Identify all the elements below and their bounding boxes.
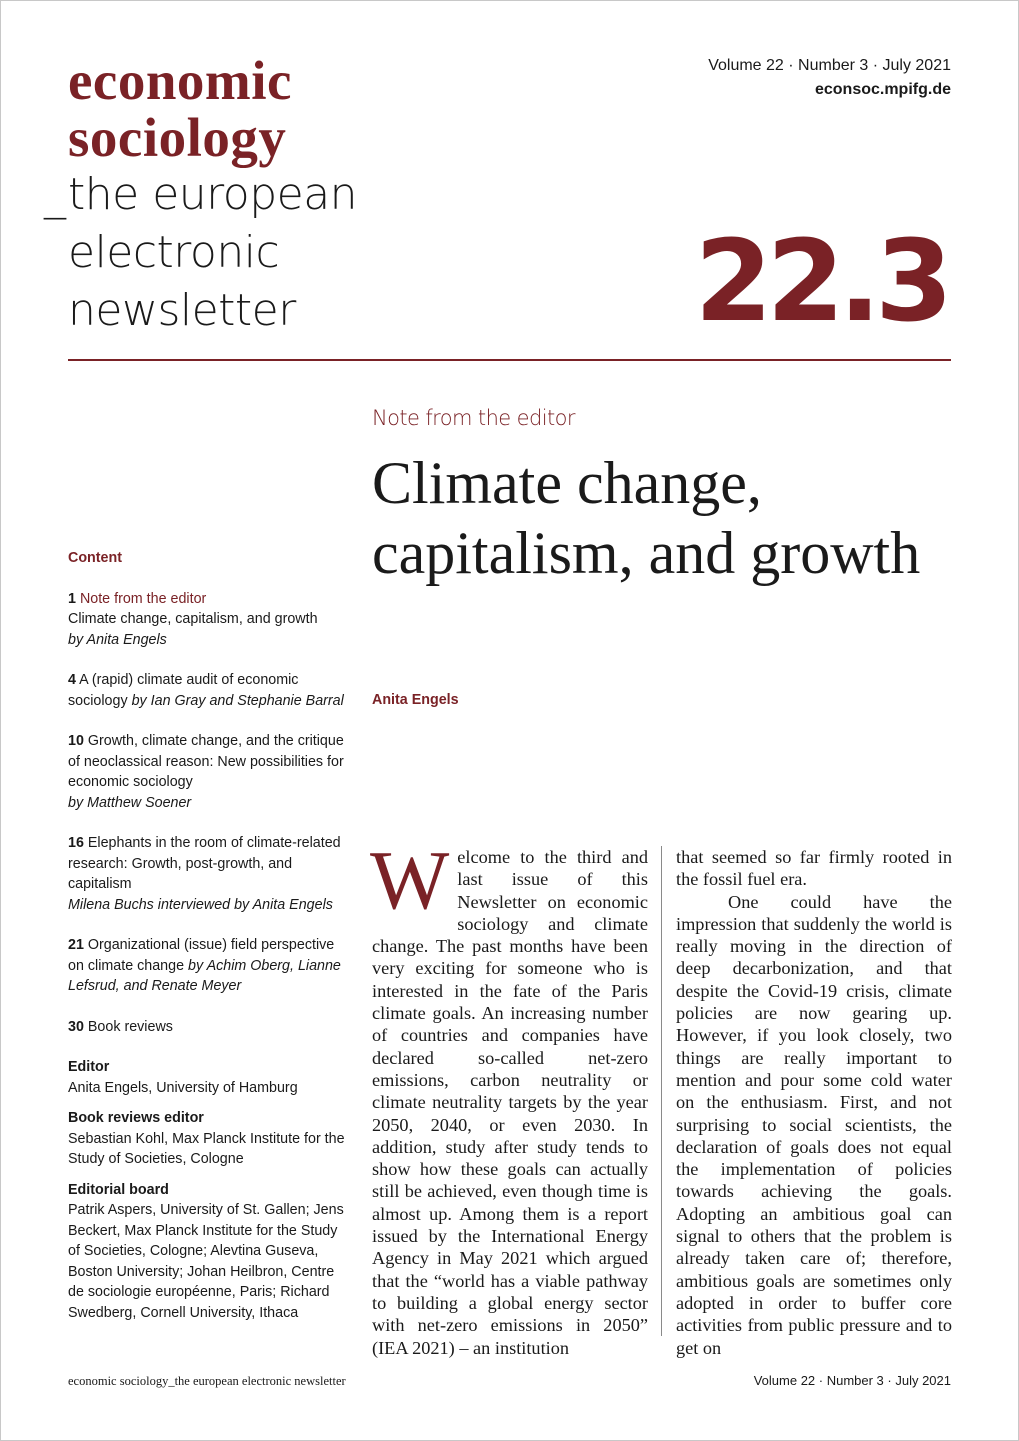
toc-title: Growth, climate change, and the critique of neoclassical reason: New possibilities for economic sociology — [68, 733, 344, 790]
column-divider — [661, 846, 662, 1336]
toc-byline: by Ian Gray and Stephanie Barral — [131, 692, 344, 709]
masthead — [44, 50, 358, 340]
toc-item[interactable] — [68, 731, 348, 813]
footer-issue-info: Volume 22 · Number 3 · July 2021 — [753, 1373, 951, 1388]
staff-value: Anita Engels, University of Hamburg — [68, 1079, 298, 1096]
toc-title: Book reviews — [87, 1018, 173, 1035]
staff-label: Editor — [68, 1059, 110, 1075]
toc-page-number: 1 — [68, 590, 76, 607]
sidebar — [68, 548, 348, 1333]
subtitle-underscore: _ — [44, 169, 66, 220]
issue-number: 22.3 — [694, 217, 947, 347]
staff-value: Sebastian Kohl, Max Planck Institute for the Study of Societies, Cologne — [68, 1130, 345, 1167]
toc-byline: by Achim Oberg, Lianne Lefsrud, and Renate Meyer — [68, 957, 341, 994]
toc-page-number: 4 — [68, 672, 76, 688]
contents-heading: Content — [68, 550, 122, 566]
toc-item[interactable] — [68, 935, 348, 997]
toc-page-number: 21 — [68, 937, 84, 953]
toc-item[interactable] — [68, 833, 348, 915]
staff-editor — [68, 1057, 348, 1098]
body-paragraph: that seemed so far firmly rooted in the fossil fuel era. — [676, 847, 952, 890]
toc-byline: by Anita Engels — [68, 631, 167, 648]
website-link[interactable]: econsoc.mpifg.de — [814, 81, 951, 98]
toc-byline: Milena Buchs interviewed by Anita Engels — [68, 896, 333, 913]
toc-page-number: 10 — [68, 733, 84, 749]
toc-item[interactable] — [68, 589, 348, 651]
header-divider — [68, 359, 951, 361]
brand-title-line-2: sociology — [68, 107, 287, 168]
issue-meta — [708, 54, 951, 102]
staff-label: Book reviews editor — [68, 1110, 204, 1126]
toc-title: Organizational (issue) field perspective on climate change — [68, 937, 335, 974]
subtitle-line-2: electronic — [68, 227, 280, 278]
staff-editorial-board — [68, 1180, 348, 1324]
toc-page-number: 30 — [68, 1018, 84, 1035]
toc-item[interactable] — [68, 1017, 348, 1038]
staff-value: Patrik Aspers, University of St. Gallen; Jens Beckert, Max Planck Institute for the Study of Societies, Cologne; Alevtina Guseva, Boston University; Johan Heilbron, Centre de sociologie européenne, Paris; Richard Swedberg, Cornell University, Ithaca — [68, 1202, 344, 1321]
body-column-left — [370, 834, 648, 1359]
toc-item[interactable] — [68, 670, 348, 711]
body-paragraph: One could have the impression that suddenly the world is really moving in the direction of deep decarbonization, and that despite the Covid-19 crisis, climate policies are now gearing up. However, if you look closely, two things are really important to mention and pour some cold water on the enthusiasm. First, and not surprising to social scientists, the declaration of goals does not equal the implementation of policies towards achieving the goals. Adopting an ambitious goal can signal to others that the problem is already taken care of; therefore, ambitious goals are sometimes only adopted in order to buffer core activities from public pressure and to get on — [676, 891, 952, 1358]
article-author: Anita Engels — [372, 692, 459, 708]
issue-volume-info: Volume 22 · Number 3 · July 2021 — [708, 57, 951, 74]
toc-title: A (rapid) climate audit of economic sociology — [68, 672, 299, 709]
subtitle-line-3: newsletter — [68, 285, 296, 336]
staff-book-reviews-editor — [68, 1108, 348, 1170]
subtitle-text-1: the european — [68, 169, 358, 220]
staff-label: Editorial board — [68, 1181, 169, 1198]
toc-title: Elephants in the room of climate-related research: Growth, post-growth, and capitalism — [68, 835, 341, 892]
brand-title-line-1: economic — [68, 50, 292, 111]
article-title: Climate change, capitalism, and growth — [372, 450, 921, 586]
footer-publication-name: economic sociology_the european electronic newsletter — [68, 1374, 346, 1388]
toc-byline: by Matthew Soener — [68, 794, 192, 811]
drop-cap: W — [370, 834, 450, 927]
toc-title: Climate change, capitalism, and growth — [68, 611, 318, 627]
toc-page-number: 16 — [68, 835, 84, 851]
article-kicker: Note from the editor — [372, 406, 575, 430]
toc-section-label: Note from the editor — [79, 590, 207, 607]
subtitle-line-1 — [44, 166, 357, 224]
body-paragraph: elcome to the third and last issue of this Newsletter on economic sociology and climate change. The past months have been very exciting for someone who is interested in the fate of the Paris climate goals. An increasing number of countries and companies have declared so-called net-zero emissions, carbon neutrality or climate neutrality targets by the year 2050, 2040, or even 2030. In addition, study after study tends to show how these goals can actually still be achieved, even though time is almost up. Among them is a report issued by the International Energy Agency in May 2021 which argued that the “world has a viable pathway to building a global energy sector with net-zero emissions in 2050” (IEA 2021) – an institution — [372, 847, 648, 1358]
body-column-right — [676, 846, 952, 1359]
